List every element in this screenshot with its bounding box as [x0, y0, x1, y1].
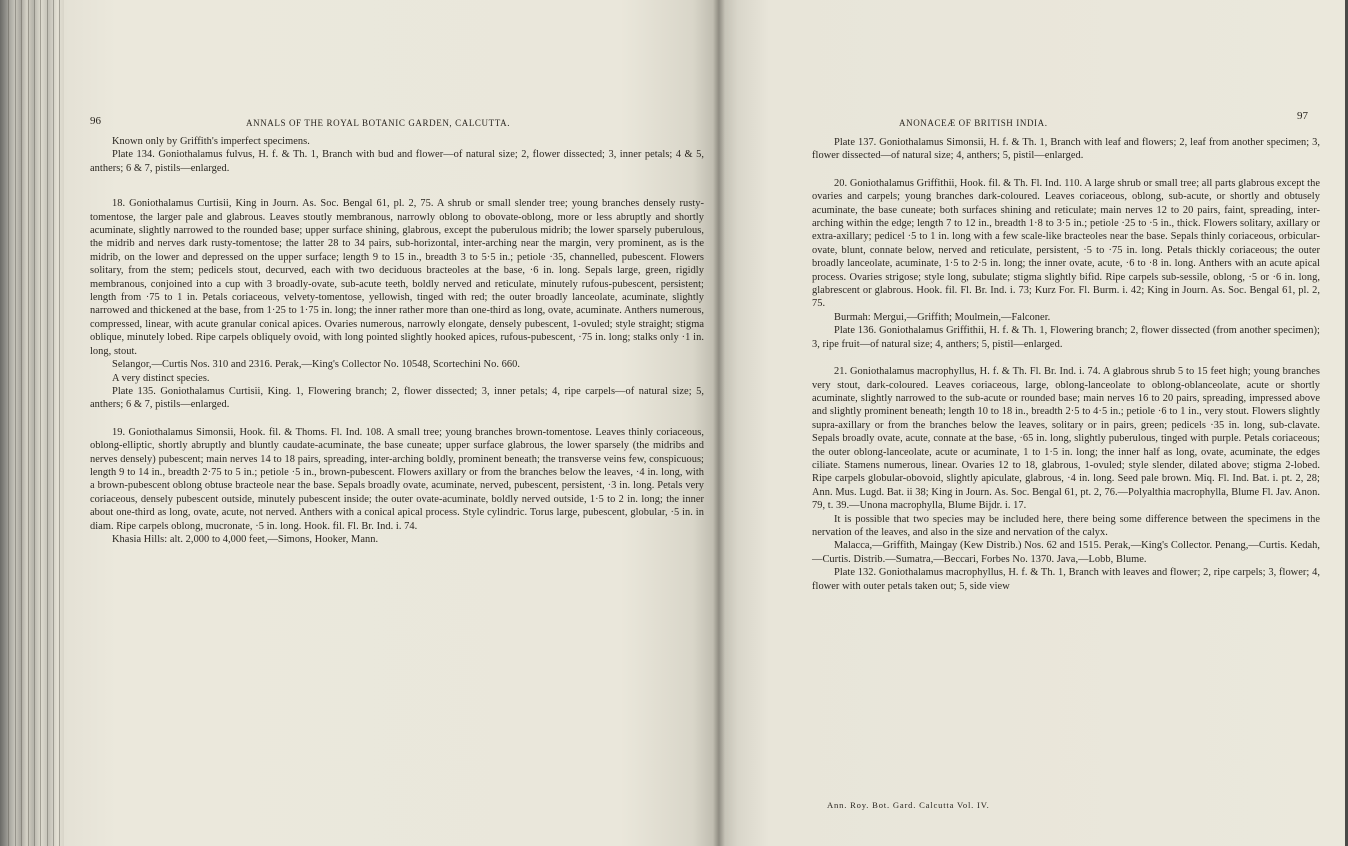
right-body-text — [812, 136, 1320, 593]
running-head: ANNALS OF THE ROYAL BOTANIC GARDEN, CALCUTTA. — [246, 118, 511, 128]
localities: Selangor,—Curtis Nos. 310 and 2316. Perak,—King's Collector No. 10548, Scortechini No. 660. — [112, 359, 521, 371]
species-description: 21. Goniothalamus macrophyllus, H. f. & Th. Fl. Br. Ind. i. 74. A glabrous shrub 5 to 15 feet high; young branches very stout, dark-coloured. Leaves coriaceous, large, oblong-lanceolate to oblong-oblanceolate, acute or shortly acuminate, slightly narrowed to the sub-acute or rounded base; main nerves 16 to 20 pairs, spreading, impressed above and slightly prominent beneath; length 10 to 18 in., breadth 2·5 to 4·5 in.; petiole ·6 to 1 in., very stout. Flowers slightly supra-axillary or from the branches below the leaves, solitary or in pairs, green; pedicels ·35 in. long, sub-clavate. Sepals broadly ovate, acute, connate at the base, ·65 in. long, slightly puberulous, tinged with purple. Petals coriaceous; the outer oblong-lanceolate, acute or acuminate, 1 to 1·5 in. long; the inner half as long, ovate, acuminate, the edges ciliate. Stamens numerous, linear. Ovaries 12 to 18, glabrous, 1-ovuled; style slender, dilated above; stigma 2-lobed. Ripe carpels globular-obovoid, slightly apiculate, glabrous, ·4 in. long. Seed pale brown. Miq. Fl. Ind. Bat. i. pt. 2, 28; Ann. Mus. Lugd. Bat. ii 38; King in Journ. As. Soc. Bengal 61, pt. 2, 76.—Polyalthia macrophylla, Blume Fl. Jav. Anon. 79, t. 39.—Unona macrophylla, Blume Bijdr. i. 17. — [812, 366, 1320, 512]
localities: Khasia Hills: alt. 2,000 to 4,000 feet,—Simons, Hooker, Mann. — [112, 533, 379, 545]
plate-caption: Plate 134. Goniothalamus fulvus, H. f. & Th. 1, Branch with bud and flower—of natural size; 2, flower dissected; 3, inner petals; 4 & 5, anthers; 6 & 7, pistils—enlarged. — [90, 149, 704, 174]
page-edges — [0, 0, 64, 846]
left-page — [64, 0, 719, 846]
plate-caption: Plate 132. Goniothalamus macrophyllus, H. f. & Th. 1, Branch with leaves and flower; 2, ripe carpels; 3, flower; 4, flower with outer petals taken out; 5, side view — [812, 567, 1320, 592]
localities: Malacca,—Griffith, Maingay (Kew Distrib.) Nos. 62 and 1515. Perak,—King's Collector. Penang,—Curtis. Kedah,—Curtis. Distrib.—Sumatra,—Beccari, Forbes No. 1370. Java,—Lobb, Blume. — [812, 540, 1320, 565]
running-head: ANONACEÆ OF BRITISH INDIA. — [899, 118, 1048, 128]
paragraph: A very distinct species. — [112, 372, 210, 384]
page-number: 97 — [1297, 110, 1308, 122]
paragraph: It is possible that two species may be included here, there being some difference between the specimens in the nervation of the leaves, and also in the size and nervation of the calyx. — [812, 513, 1320, 538]
species-description: 20. Goniothalamus Griffithii, Hook. fil. & Th. Fl. Ind. 110. A large shrub or small tree; all parts glabrous except the ovaries and carpels; young branches dark-coloured. Leaves coriaceous, oblong, sub-acute, or shortly and obtusely acuminate, the base cuneate; both surfaces shining and reticulate; main nerves 12 to 20 pairs, faint, spreading, inter-arching within the edge; length 7 to 12 in., breadth 1·8 to 3·5 in.; petiole ·25 to ·5 in., thick. Flowers solitary, axillary or extra-axillary; pedicel ·5 to 1 in. long with a few scale-like bracteoles near the base. Sepals thinly coriaceous, orbicular-ovate, blunt, connate below, nerved and reticulate, persistent, ·5 to ·75 in. long. Petals thickly coriaceous; the outer broadly lanceolate, acuminate, 1·5 to 2·5 in. long; the inner ovate, acute, ·6 to ·8 in. long. Anthers with an acute apical process. Ovaries strigose; style long, subulate; stigma slightly bifid. Ripe carpels sub-sessile, oblong, ·5 or ·6 in. long, glabrescent or glabrous. Hook. fil. Fl. Br. Ind. i. 73; Kurz For. Fl. Burm. i. 42; King in Journ. As. Soc. Bengal 61, pl. 2, 75. — [812, 177, 1320, 310]
page-number: 96 — [90, 115, 101, 127]
plate-caption: Plate 135. Goniothalamus Curtisii, King. 1, Flowering branch; 2, flower dissected; 3, inner petals; 4, ripe carpels—of natural size; 5, anthers; 6 & 7, pistils—enlarged. — [90, 385, 704, 411]
plate-caption: Plate 137. Goniothalamus Simonsii, H. f. & Th. 1, Branch with leaf and flowers; 2, leaf from another specimen; 3, flower dissected—of natural size; 4, anthers; 5, pistil—enlarged. — [812, 137, 1320, 162]
species-description: 18. Goniothalamus Curtisii, King in Journ. As. Soc. Bengal 61, pl. 2, 75. A shrub or small slender tree; young branches densely rusty-tomentose, the larger pale and glabrous. Leaves stoutly membranous, narrowly oblong to obovate-oblong, more or less abruptly and shortly acuminate, slightly narrowed to the rounded base; upper surface shining, glabrous, except the puberulous midrib; the lower sparsely puberulous, the midrib and nerves dark rusty-tomentose; the latter 28 to 34 pairs, sub-horizontal, inter-arching near the margin, very prominent, as is the midrib, on the lower and depressed on the upper surface; length 9 to 15 in., breadth 3 to 5·5 in.; petiole ·35, channelled, pubescent. Flowers solitary, from the stem; pedicels stout, decurved, each with two deciduous bracteoles at the base, ·6 in. long. Sepals large, green, rigidly membranous, conjoined into a cup with 3 broadly-ovate, sub-acute teeth, boldly nerved and reticulate, minutely rufous-pubescent, persistent; length from ·75 to 1 in. Petals coriaceous, velvety-tomentose, yellowish, tinged with red; the outer broadly lanceolate, acuminate, slightly narrowed and thickened at the base, from 1·25 to 1·75 in. long; the inner rather more than one-third as long, ovate, acuminate. Anthers numerous, compressed, linear, with acute granular conical apices. Ovaries numerous, narrowly elongate, densely pubescent, 1-ovuled; style straight; stigma oblique, minutely lobed. Ripe carpels obliquely ovoid, with long pointed slightly hooked apices, rufous-pubescent, ·75 in. long; stalks only ·1 in. long, stout. — [90, 198, 704, 357]
species-description: 19. Goniothalamus Simonsii, Hook. fil. & Thoms. Fl. Ind. 108. A small tree; young branches brown-tomentose. Leaves thinly coriaceous, oblong-elliptic, shortly abruptly and bluntly caudate-acuminate, the base cuneate; upper surface glabrous, the lower sparsely (the midribs and nerves densely) pubescent; main nerves 14 to 18 pairs, spreading, inter-arching boldly, prominent beneath; the transverse veins few, conspicuous; length 9 to 14 in., breadth 2·75 to 5 in.; petiole ·5 in., brown-pubescent. Flowers axillary or from the branches below the leaves, ·4 in. long, with a brown-pubescent oblong obtuse bracteole near the base. Sepals broadly ovate, acuminate, nerved, pubescent, persistent, ·3 in. long. Petals very coriaceous, densely pubescent outside, minutely pubescent inside; the outer ovate-acuminate, boldly nerved outside, 1·5 to 2 in. long; the inner about one-third as long, ovate, acute, not nerved. Anthers with a conical apical process. Style cylindric. Torus large, pubescent, globular, ·5 in. in diam. Ripe carpels oblong, mucronate, ·5 in. long. Hook. fil. Fl. Br. Ind. i. 74. — [90, 426, 704, 532]
left-body-text — [90, 135, 704, 546]
book-gutter — [713, 0, 725, 846]
page-footer: Ann. Roy. Bot. Gard. Calcutta Vol. IV. — [827, 800, 990, 810]
paragraph: Known only by Griffith's imperfect specimens. — [112, 136, 310, 147]
localities: Burmah: Mergui,—Griffith; Moulmein,—Falconer. — [834, 311, 1051, 323]
right-page — [719, 0, 1345, 846]
plate-caption: Plate 136. Goniothalamus Griffithii, H. f. & Th. 1, Flowering branch; 2, flower dissected (from another specimen); 3, ripe fruit—of natural size; 4, anthers; 5, pistil—enlarged. — [812, 325, 1320, 350]
